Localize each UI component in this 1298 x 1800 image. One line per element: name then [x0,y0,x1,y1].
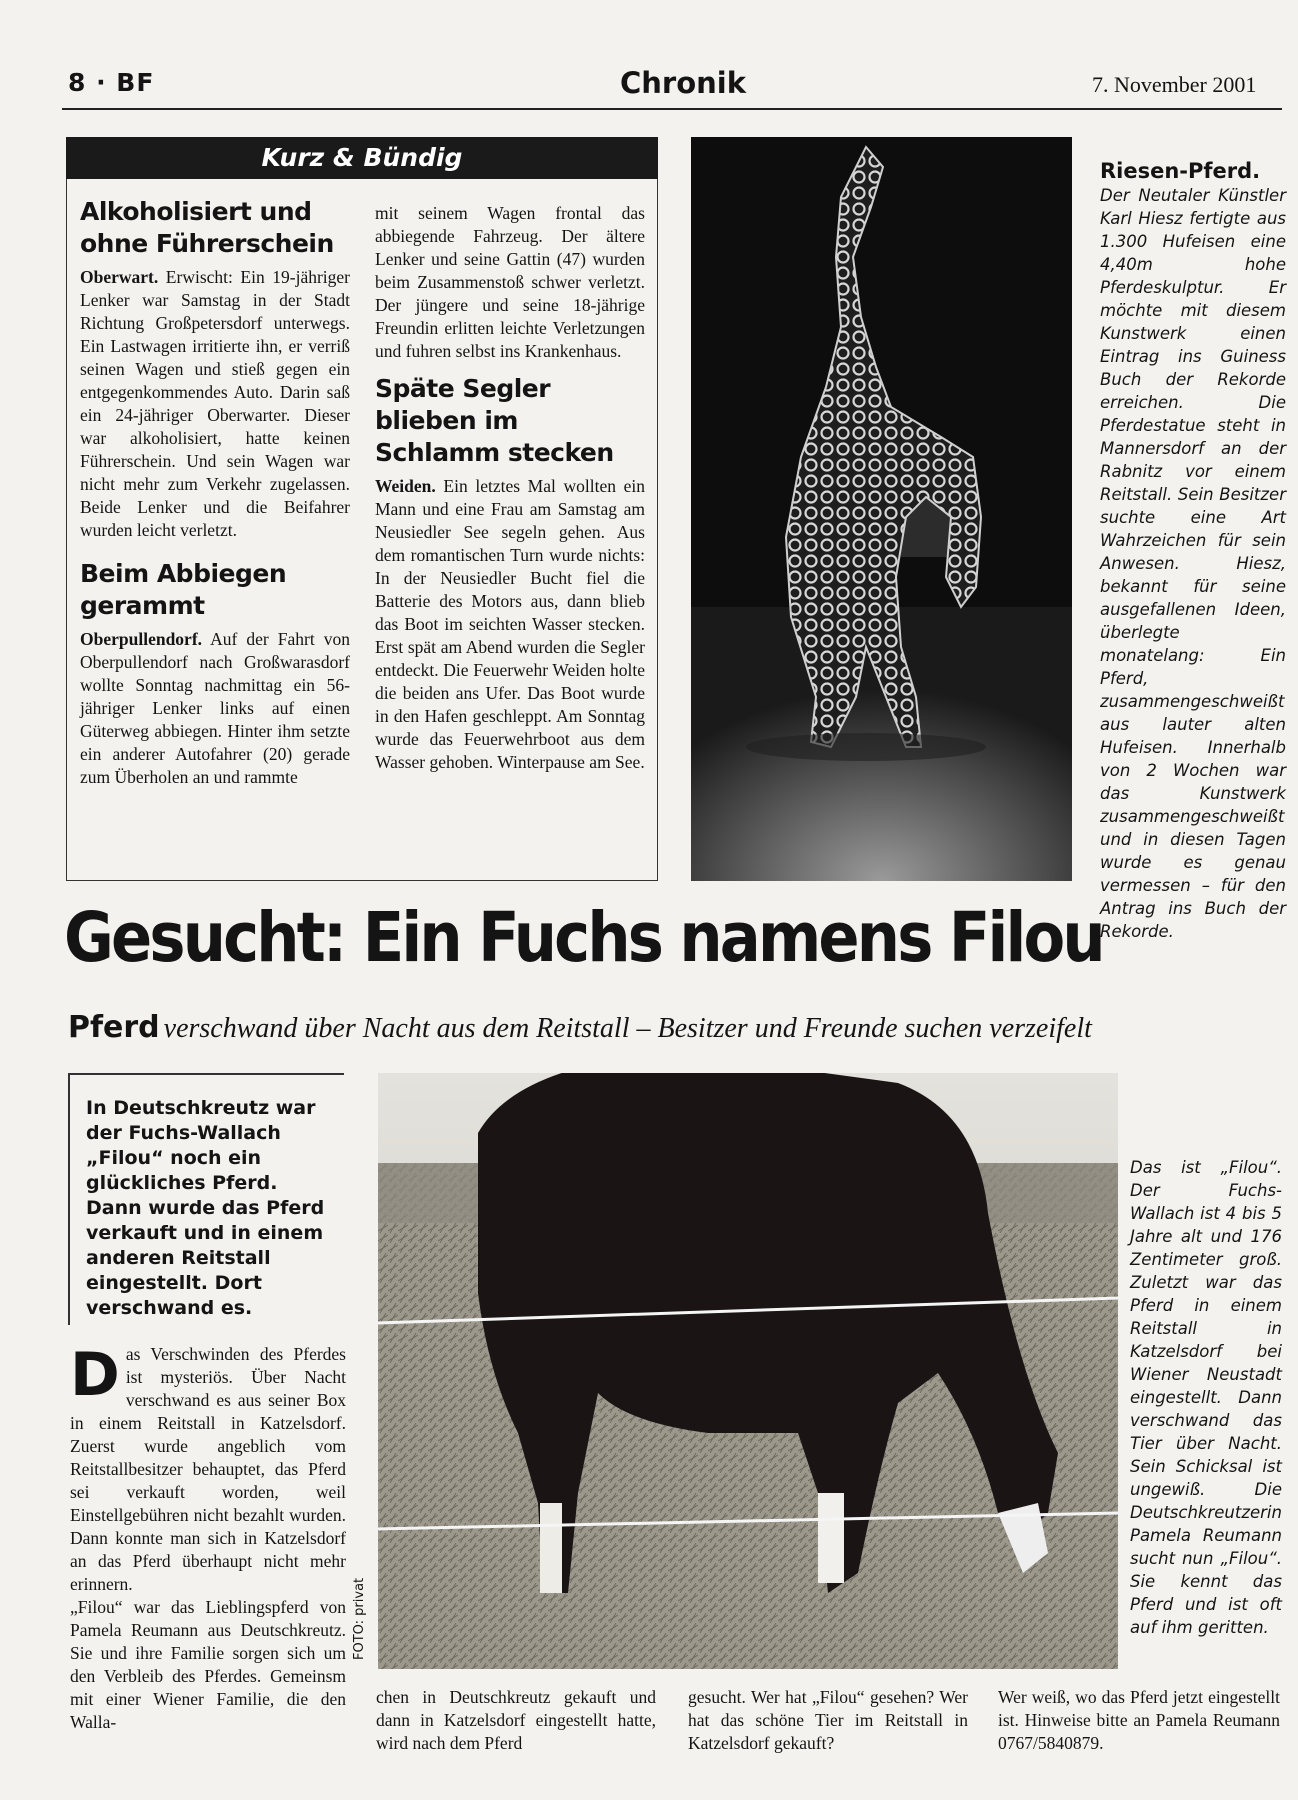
main-body-column-4: Wer weiß, wo das Pferd jetzt eingestellt ist. Hinweise bitte an Pamela Reumann 0767/5840879. [998,1687,1280,1753]
subheadline-keyword: Pferd [68,1010,160,1045]
subheadline-text: verschwand über Nacht aus dem Reitstall – Besitzer und Freunde suchen verzeifelt [163,1013,1092,1044]
article-segler-body: Ein letztes Mal wollten ein Mann und eine Frau am Samstag am Neusiedler See segeln gehen. Aus dem romantischen Turn wurde nichts: In der Neusiedler Bucht fiel die Batterie des Motors aus, dann blieb das Boot im seichten Wasser stecken. Erst spät am Abend wurden die Segler entdeckt. Die Feuerwehr Weiden holte die beiden ans Ufer. Das Boot wurde in den Hafen geschleppt. Am Sonntag wurde das Feuerwehrboot aus dem Wasser gehoben. Winterpause am See. [375,476,646,772]
article-segler [375,475,645,774]
dateline-oberwart: Oberwart. [80,267,159,287]
kurz-buendig-title: Kurz & Bündig [66,137,658,179]
horseshoe-horse-illustration [691,137,1072,881]
kurz-column-1 [80,196,350,789]
horse-photo [378,1073,1118,1669]
section-title: Chronik [620,66,747,100]
article-abbiegen-continued: mit seinem Wagen frontal das abbiegende Fahrzeug. Der ältere Lenker und seine Gattin (47) wurden beim Zusammenstoß schwer verletzt. Der jüngere und seine 18-jährige Freundin erlitten leichte Verletzungen und fuhren selbst ins Krankenhaus. [375,203,645,361]
headline-alkoholisiert: Alkoholisiert und ohne Führerschein [80,197,334,258]
horse-photo-caption: Das ist „Filou“. Der Fuchs-Wallach ist 4 bis 5 Jahre alt und 176 Zentimeter groß. Zuletzt war das Pferd in einem Reitstall in Katzelsdorf bei Wiener Neustadt eingestellt. Dann verschwand das Tier über Nacht. Sein Schicksal ist ungewiß. Die Deutschkreutzerin Pamela Reumann sucht nun „Filou“. Sie kennt das Pferd und ist oft auf ihm geritten. [1130,1158,1282,1637]
riesen-pferd-title: Riesen-Pferd. [1100,159,1261,183]
main-body-column-1 [70,1340,346,1734]
main-body-column-3: gesucht. Wer hat „Filou“ gesehen? Wer hat das schöne Tier im Reitstall in Katzelsdorf gekauft? [688,1687,968,1753]
page-number: 8 · BF [68,68,155,97]
intro-top-rule [68,1073,344,1075]
dateline-weiden: Weiden. [375,476,436,496]
issue-date: 7. November 2001 [1092,72,1257,97]
headline-segler: Späte Segler blieben im Schlamm stecken [375,374,614,467]
riesen-pferd-caption [1100,160,1286,943]
intro-left-rule [68,1073,70,1325]
main-subheadline [68,1010,1092,1045]
dateline-oberpullendorf: Oberpullendorf. [80,629,203,649]
article-abbiegen [80,628,350,789]
main-body-paragraph-2: „Filou“ war das Lieblingspferd von Pamela Reumann aus Deutschkreutz. Sie und ihre Familie sorgen sich um den Verbleib des Pferdes. Gemeinsm mit einer Wiener Familie, die den Walla- [70,1597,346,1732]
main-headline: Gesucht: Ein Fuchs namens Filou [64,898,1103,978]
horse-illustration [378,1073,1118,1669]
article-alkoholisiert-body: Erwischt: Ein 19-jähriger Lenker war Samstag in der Stadt Richtung Großpetersdorf unterwegs. Ein Lastwagen irritierte ihn, er verriß seinen Wagen und stieß gegen ein entgegenkommendes Auto. Darin saß ein 24-jähriger Oberwarter. Dieser war alkoholisiert, hatte keinen Führerschein. Und sein Wagen war nicht mehr zum Verkehr zugelassen. Beide Lenker und die Beifahrer wurden leicht verletzt. [80,267,350,540]
intro-text: In Deutschkreutz war der Fuchs-Wallach „Filou“ noch ein glückliches Pferd. Dann wurde das Pferd verkauft und in einem anderen Reitstall eingestellt. Dort verschwand es. [86,1097,325,1319]
headline-abbiegen: Beim Abbiegen gerammt [80,559,287,620]
article-alkoholisiert [80,266,350,542]
main-body-column-2: chen in Deutschkreutz gekauft und dann in Katzelsdorf eingestellt hatte, wird nach dem Pferd [376,1687,656,1753]
main-body-paragraph-1: as Verschwinden des Pferdes ist mysteriös. Über Nacht verschwand es aus seiner Box in einem Reitstall in Katzelsdorf. Zuerst wurde angeblich vom Reitstallbesitzer behauptet, das Pferd sei verkauft worden, weil Einstellgebühren nicht bezahlt wurden. Dann konnte man sich in Katzelsdorf an das Pferd überhaupt nicht mehr erinnern. [70,1344,346,1594]
header-rule [62,108,1282,110]
photo-credit: FOTO: privat [352,1577,367,1660]
riesen-pferd-text: Der Neutaler Künstler Karl Hiesz fertigte aus 1.300 Hufeisen eine 4,40m hohe Pferdeskulptur. Er möchte mit diesem Kunstwerk einen Eintrag ins Guiness Buch der Rekorde erreichen. Die Pferdestatue steht in Mannersdorf an der Rabnitz vor einem Reitstall. Sein Besitzer suchte eine Art Wahrzeichen für sein Anwesen. Hiesz, bekannt für seine ausgefallenen Ideen, überlegte monatelang: Ein Pferd, zusammengeschweißt aus lauter alten Hufeisen. Innerhalb von 2 Wochen war das Kunstwerk zusammengeschweißt und in diesen Tagen wurde es genau vermessen – für den Antrag ins Buch der Rekorde. [1100,186,1286,941]
sculpture-photo [691,137,1072,881]
kurz-column-2 [375,202,645,774]
article-abbiegen-body: Auf der Fahrt von Oberpullendorf nach Großwarasdorf wollte Sonntag nachmittag ein 56-jähriger Lenker links auf einen Güterweg abbiegen. Hinter ihm setzte ein anderer Autofahrer (20) gerade zum Überholen an und rammte [80,629,350,787]
dropcap: D [70,1340,120,1410]
